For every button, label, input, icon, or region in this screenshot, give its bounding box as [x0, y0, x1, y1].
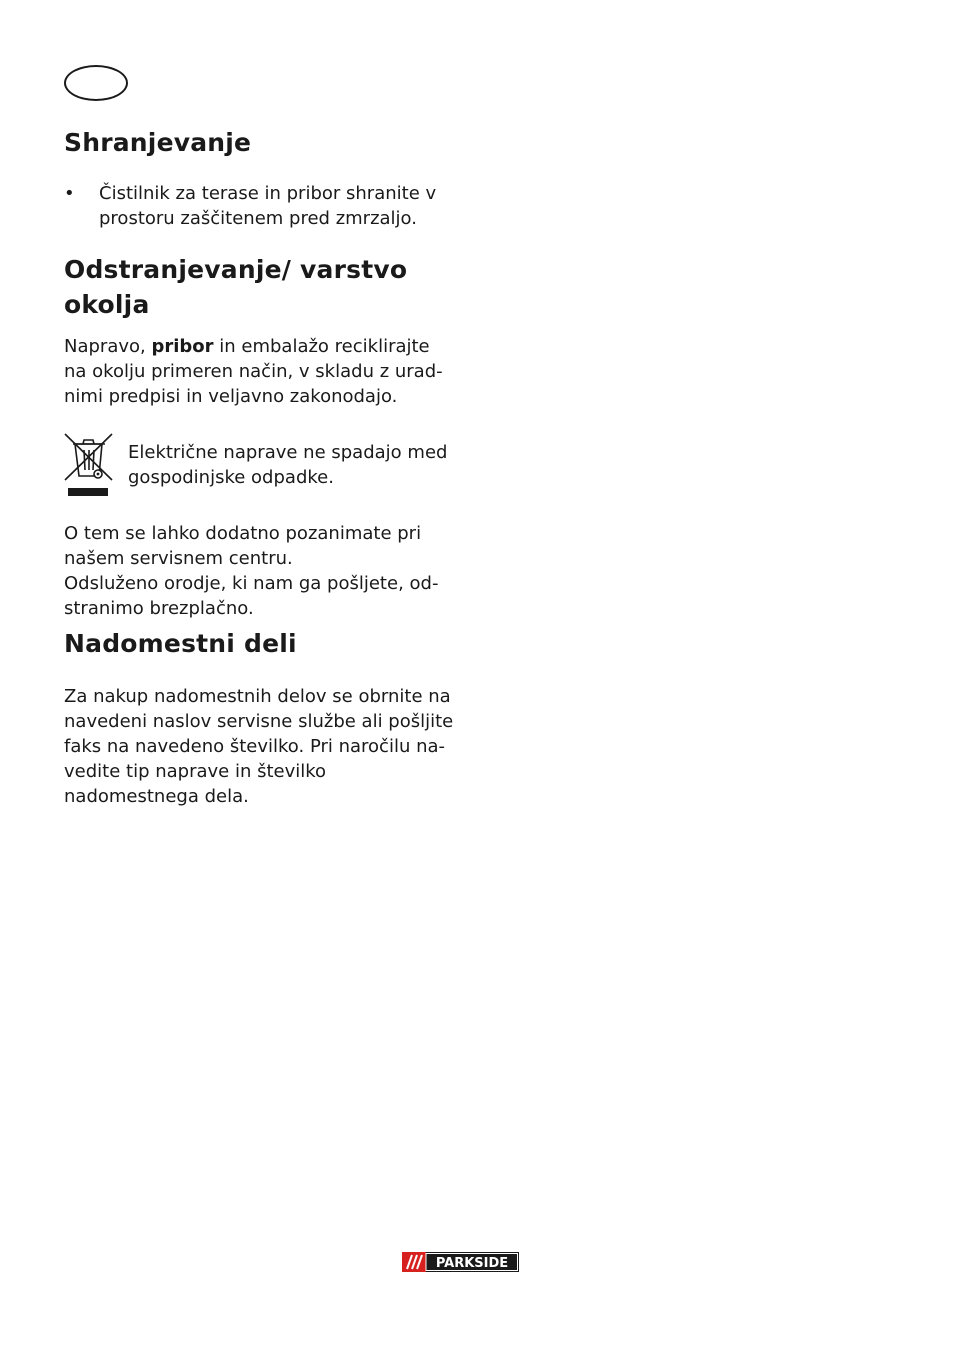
bullet-symbol: • [64, 183, 75, 204]
intro-text-start: Napravo, [64, 336, 152, 357]
service-text-1: O tem se lahko dodatno pozanimate pri našem servisnem centru. [64, 523, 422, 569]
section-storage [64, 125, 454, 231]
heading-spare-parts: Nadomestni deli [64, 629, 297, 658]
service-text-2: Odsluženo orodje, ki nam ga pošljete, od-stranimo brezplačno. [64, 573, 439, 619]
intro-text-end: in embalažo reciklirajte na okolju primeren način, v skladu z urad-nimi predpisi in veljavno zakonodajo. [64, 336, 443, 407]
crossed-out-wheelie-bin-icon [64, 432, 114, 498]
storage-bullet-item [64, 181, 454, 231]
storage-bullet-text: Čistilnik za terase in pribor shranite v prostoru zaščitenem pred zmrzaljo. [99, 183, 437, 229]
intro-bold-word: pribor [151, 336, 214, 357]
language-code-oval [64, 65, 128, 101]
section-spare-parts [64, 626, 454, 809]
brand-text: PARKSIDE [435, 1256, 509, 1271]
weee-notice [64, 432, 454, 498]
heading-storage: Shranjevanje [64, 128, 252, 157]
disposal-intro [64, 334, 454, 409]
weee-text: Električne naprave ne spadajo med gospodinjske odpadke. [128, 442, 448, 488]
section-disposal [64, 252, 454, 621]
spare-parts-text: Za nakup nadomestnih delov se obrnite na navedeni naslov servisne službe ali pošljite faks na navedeno številko. Pri naročilu na-vedite tip naprave in številko nadomestnega dela. [64, 686, 454, 807]
heading-disposal: Odstranjevanje/ varstvo okolja [64, 255, 408, 319]
parkside-logo [402, 1252, 519, 1272]
